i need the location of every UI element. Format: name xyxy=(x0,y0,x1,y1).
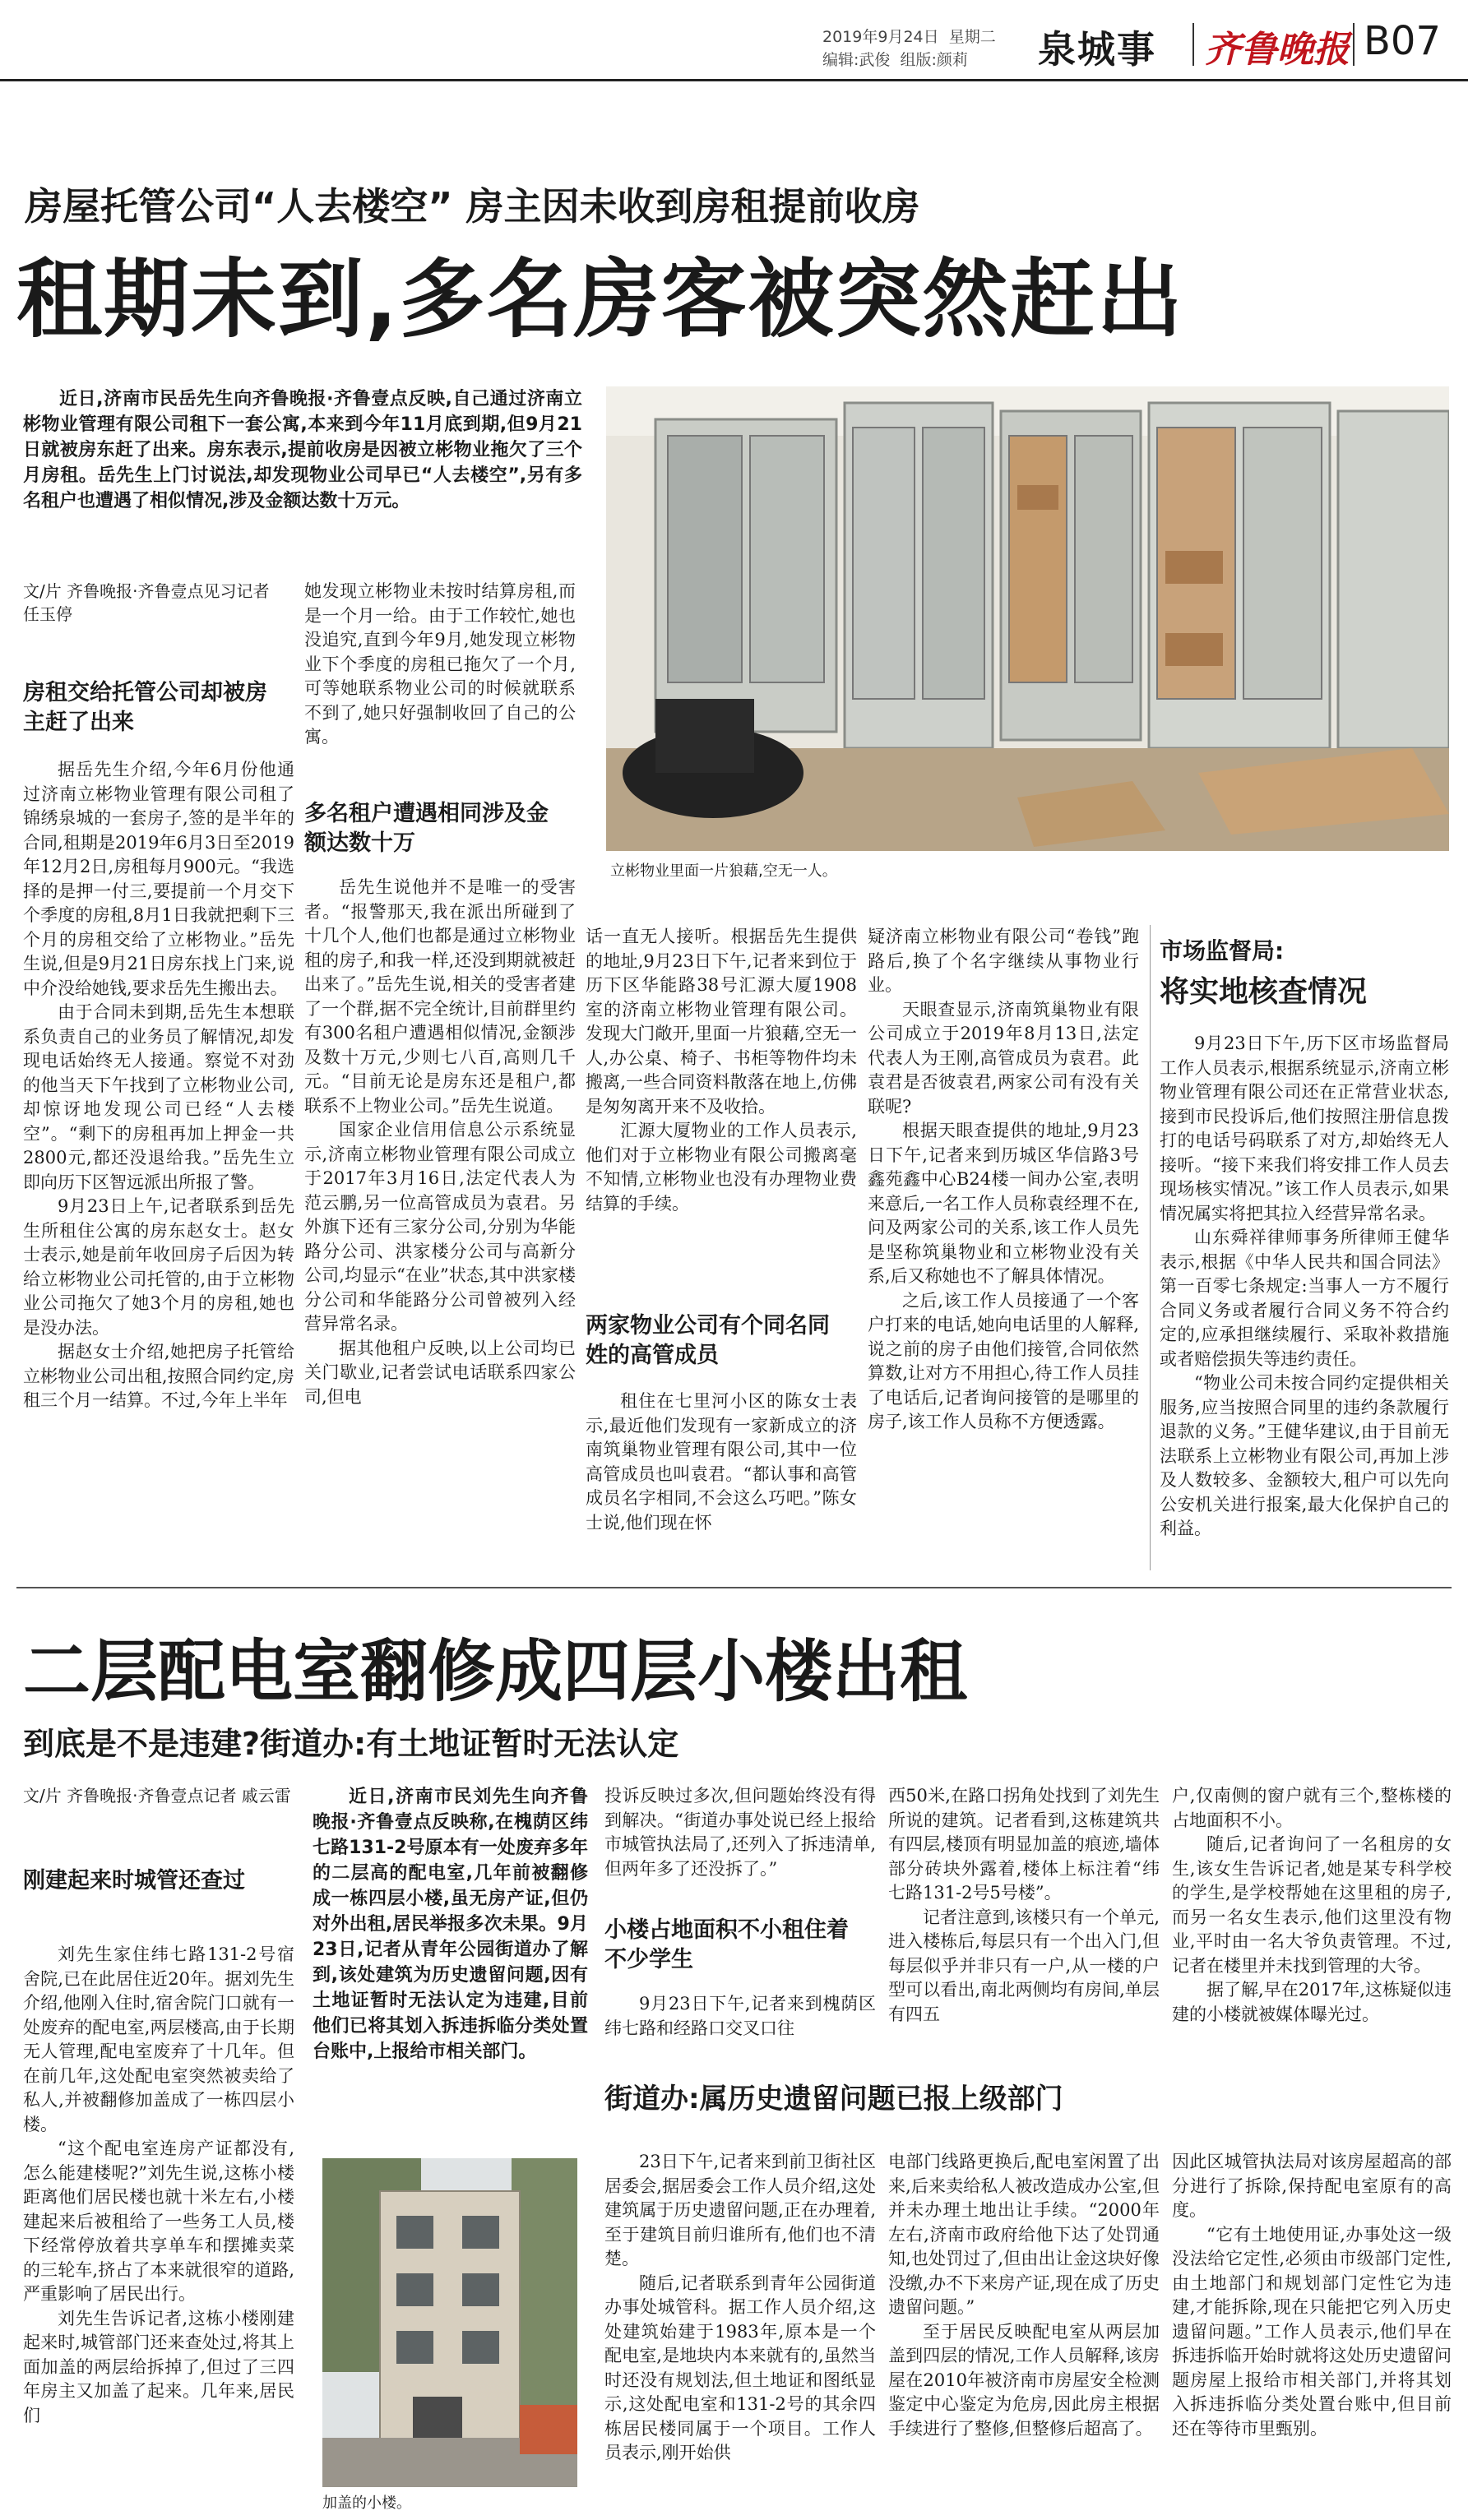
paragraph: 随后,记者询问了一名租房的女生,该女生告诉记者,她是某专科学校的学生,是学校帮她在这里租的房子,而另一名女生表示,他们这里没有物业,平时由一名大爷负责管理。不过,记者在楼里并未找到管理的大爷。 xyxy=(1172,1834,1452,1976)
article-divider xyxy=(16,1587,1452,1588)
sidebar-title: 将实地核查情况 xyxy=(1160,975,1368,1009)
paragraph: 据赵女士介绍,她把房子托管给立彬物业公司出租,按照合同约定,房租三个月一结算。不过,今年上半年 xyxy=(23,1342,294,1410)
section-title: 泉城事 xyxy=(1038,27,1156,72)
article1-col2b xyxy=(304,876,576,1570)
paragraph: 据了解,早在2017年,这栋疑似违建的小楼就被媒体曝光过。 xyxy=(1172,1980,1452,2024)
article2-headline: 二层配电室翻修成四层小楼出租 xyxy=(23,1633,968,1711)
paragraph: 23日下午,记者来到前卫街社区居委会,据居委会工作人员介绍,这处建筑属于历史遗留问题,正在办理着,至于建筑目前归谁所有,他们也不清楚。 xyxy=(604,2152,876,2268)
paragraph: 记者注意到,该楼只有一个单元,进入楼栋后,每层只有一个出入门,但每层似乎并非只有一户,从一楼的户型可以看出,南北两侧均有房间,单层有四五 xyxy=(888,1907,1160,2024)
article2-subtitle: 到底是不是违建?街道办:有土地证暂时无法认定 xyxy=(23,1726,679,1762)
date-line xyxy=(822,25,996,47)
editor-name: 编辑:武俊 xyxy=(822,51,891,69)
issue-weekday: 星期二 xyxy=(948,28,996,46)
article1-subhead-3: 两家物业公司有个同名同姓的高管成员 xyxy=(586,1313,830,1368)
article1-col3b xyxy=(586,1389,857,1570)
article2-col3b xyxy=(604,1992,876,2066)
divider-2 xyxy=(1353,23,1355,66)
paragraph: “物业公司未按合同约定提供相关服务,应当按照合同里的违约条款履行退款的义务。”王健华建议,由于目前无法联系上立彬物业有限公司,再加上涉及人数较多、金额较大,租户可以先向公安机关进行报案,最大化保护自己的利益。 xyxy=(1160,1373,1449,1538)
paragraph: 9月23日下午,历下区市场监督局工作人员表示,根据系统显示,济南立彬物业管理有限公司还在正常营业状态,接到市民投诉后,他们按照注册信息拨打的电话号码联系了对方,却始终无人接听。“接下来我们将安排工作人员去现场核实情况。”该工作人员表示,如果情况属实将把其拉入经营异常名录。 xyxy=(1160,1033,1449,1223)
layout-name: 组版:颜莉 xyxy=(900,51,968,69)
article2-col3a xyxy=(604,1784,876,1907)
paragraph: 刘先生家住纬七路131-2号宿舍院,已在此居住近20年。据刘先生介绍,他刚入住时,宿舍院门口就有一处废弃的配电室,两层楼高,由于长期无人管理,配电室废弃了十几年。但在前几年,这处配电室突然被卖给了私人,并被翻修加盖成了一栋四层小楼。 xyxy=(23,1944,294,2134)
article1-kicker: 房屋托管公司“人去楼空” 房主因未收到房租提前收房 xyxy=(25,184,920,229)
building-photo xyxy=(322,2158,577,2487)
article2-byline: 文/片 齐鲁晚报·齐鲁壹点记者 戚云雷 xyxy=(23,1786,291,1806)
editor-line xyxy=(822,48,968,70)
divider-1 xyxy=(1192,23,1194,66)
paragraph: 她发现立彬物业未按时结算房租,而是一个月一给。由于工作较忙,她也没追究,直到今年9月,她发现立彬物业下个季度的房租已拖欠了一个月,可等她联系物业公司的时候就联系不到了,她只好强制收回了自己的公寓。 xyxy=(304,581,576,747)
article1-col1 xyxy=(23,758,294,1570)
paragraph: 投诉反映过多次,但问题始终没有得到解决。“街道办事处说已经上报给市城管执法局了,还列入了拆违清单,但两年多了还没拆了。” xyxy=(604,1786,876,1879)
article2-subhead-1: 刚建起来时城管还查过 xyxy=(23,1868,245,1893)
article2-col5a xyxy=(1172,1784,1452,2068)
article2-subhead-3 xyxy=(604,2076,1063,2116)
article2-lead xyxy=(313,1784,588,2146)
masthead xyxy=(0,0,1468,79)
office-photo-image xyxy=(606,386,1449,851)
lead-text: 近日,济南市民刘先生向齐鲁晚报·齐鲁壹点反映称,在槐荫区纬七路131-2号原本有一处废弃多年的二层高的配电室,几年前被翻修成一栋四层小楼,虽无房产证,但仍对外出租,居民举报多次未果。9月23日,记者从青年公园街道办了解到,该处建筑为历史遗留问题,因有土地证暂时无法认定为违建,目前他们已将其划入拆违拆临分类处置台账中,上报给市相关部门。 xyxy=(313,1787,588,2062)
page-number: B07 xyxy=(1364,18,1442,64)
paragraph: 汇源大厦物业的工作人员表示,他们对于立彬物业有限公司搬离毫不知情,立彬物业也没有办理物业费结算的手续。 xyxy=(586,1121,857,1214)
article2-col1 xyxy=(23,1943,294,2510)
paragraph: 疑济南立彬物业有限公司“卷钱”跑路后,换了个名字继续从事物业行业。 xyxy=(868,927,1139,995)
paragraph: 山东舜祥律师事务所律师王健华表示,根据《中华人民共和国合同法》第一百零七条规定:当事人一方不履行合同义务或者履行合同义务不符合约定的,应承担继续履行、采取补救措施或者赔偿损失等违约责任。 xyxy=(1160,1228,1449,1369)
article1-headline: 租期未到,多名房客被突然赶出 xyxy=(16,249,1184,349)
sidebar-rule xyxy=(1150,925,1151,1570)
article2-col4c xyxy=(888,2150,1160,2512)
paragraph: “这个配电室连房产证都没有,怎么能建楼呢?”刘先生说,这栋小楼距离他们居民楼也就十米左右,小楼建起来后被租给了一些务工人员,楼下经常停放着共享单车和摆摊卖菜的三轮车,挤占了本来就很窄的道路,严重影响了居民出行。 xyxy=(23,2139,294,2304)
paragraph: 国家企业信用信息公示系统显示,济南立彬物业管理有限公司成立于2017年3月16日,法定代表人为范云鹏,另一位高管成员为袁君。另外旗下还有三家分公司,分别为华能路分公司、洪家楼分公司与高新分公司,均显示“在业”状态,其中洪家楼分公司和华能路分公司曾被列入经营异常名录。 xyxy=(304,1120,576,1334)
paragraph: 9月23日下午,记者来到槐荫区纬七路和经路口交叉口往 xyxy=(604,1994,876,2038)
article2-col3c xyxy=(604,2150,876,2512)
article1-subhead-1: 房租交给托管公司却被房主赶了出来 xyxy=(23,680,267,735)
paragraph: 话一直无人接听。根据岳先生提供的地址,9月23日下午,记者来到位于历下区华能路38号汇源大厦1908室的济南立彬物业管理有限公司。发现大门敞开,里面一片狼藉,空无一人,办公桌、椅子、书柜等物件均未搬离,一些合同资料散落在地上,仿佛是匆匆离开来不及收拾。 xyxy=(586,927,857,1117)
paragraph: 岳先生说他并不是唯一的受害者。“报警那天,我在派出所碰到了十几个人,他们也都是通过立彬物业租的房子,和我一样,还没到期就被赶出来了。”岳先生说,相关的受害者建了一个群,据不完全统计,目前群里约有300名租户遭遇相似情况,金额涉及数十万元,少则七八百,高则几千元。“目前无论是房东还是租户,都联系不上物业公司。”岳先生说道。 xyxy=(304,877,576,1116)
article2-subhead-2: 小楼占地面积不小租住着不少学生 xyxy=(604,1917,849,1972)
article1-byline: 文/片 齐鲁晚报·齐鲁壹点见习记者 任玉停 xyxy=(23,581,270,624)
article1-col2a xyxy=(304,580,576,785)
article1-lead xyxy=(23,386,582,514)
paragraph: 至于居民反映配电室从两层加盖到四层的情况,工作人员解释,该房屋在2010年被济南市房屋安全检测鉴定中心鉴定为危房,因此房主根据手续进行了整修,但整修后超高了。 xyxy=(888,2321,1160,2439)
article1-subhead-2: 多名租户遭遇相同涉及金额达数十万 xyxy=(304,801,549,856)
header-rule xyxy=(0,79,1468,81)
paragraph: 9月23日上午,记者联系到岳先生所租住公寓的房东赵女士。赵女士表示,她是前年收回房子后因为转给立彬物业公司托管的,由于立彬物业公司拖欠了她3个月的房租,她也是没办法。 xyxy=(23,1196,294,1338)
article2-col4a xyxy=(888,1784,1160,2068)
paragraph: 刘先生告诉记者,这栋小楼刚建起来时,城管部门还来查处过,将其上面加盖的两层给拆掉了,但过了三四年房主又加盖了起来。几年来,居民们 xyxy=(23,2308,294,2425)
paragraph: 户,仅南侧的窗户就有三个,整栋楼的占地面积不小。 xyxy=(1172,1786,1452,1830)
paragraph: 西50米,在路口拐角处找到了刘先生所说的建筑。记者看到,这栋建筑共有四层,楼顶有明显加盖的痕迹,墙体部分砖块外露着,楼体上标注着“纬七路131-2号5号楼”。 xyxy=(888,1786,1160,1903)
lead-text: 近日,济南市民岳先生向齐鲁晚报·齐鲁壹点反映,自己通过济南立彬物业管理有限公司租下一套公寓,本来到今年11月底到期,但9月21日就被房东赶了出来。房东表示,提前收房是因被立彬物业拖欠了三个月房租。岳先生上门讨说法,却发现物业公司早已“人去楼空”,另有多名租户也遭遇了相似情况,涉及金额达数十万元。 xyxy=(23,389,582,511)
paragraph: 随后,记者联系到青年公园街道办事处城管科。据工作人员介绍,这处建筑始建于1983年,原本是一个配电室,是地块内本来就有的,虽然当时还没有规划法,但土地证和图纸显示,这处配电室和131-2号的其余四栋居民楼同属于一个项目。工作人员表示,刚开始供 xyxy=(604,2273,876,2462)
paragraph: 根据天眼查提供的地址,9月23日下午,记者来到历城区华信路3号鑫苑鑫中心B24楼一间办公室,表明来意后,一名工作人员称袁经理不在,问及两家公司的关系,该工作人员先是坚称筑巢物业和立彬物业没有关系,后又称她也不了解具体情况。 xyxy=(868,1121,1139,1286)
paragraph: 租住在七里河小区的陈女士表示,最近他们发现有一家新成立的济南筑巢物业管理有限公司,其中一位高管成员也叫袁君。“都认事和高管成员名字相同,不会这么巧吧。”陈女士说,他们现在怀 xyxy=(586,1391,857,1533)
article1-col3 xyxy=(586,925,857,1307)
paragraph: 由于合同未到期,岳先生本想联系负责自己的业务员了解情况,却发现电话始终无人接通。察觉不对劲的他当天下午找到了立彬物业公司,却惊讶地发现公司已经“人去楼空”。“剩下的房租再加上押金一共2800元,都还没退给我。”岳先生立即向历下区智远派出所报了警。 xyxy=(23,1002,294,1192)
newspaper-logo: 齐鲁晚报 xyxy=(1205,29,1350,71)
article2-col5c xyxy=(1172,2150,1452,2512)
issue-date: 2019年9月24日 xyxy=(822,28,939,46)
building-photo-image xyxy=(322,2158,577,2487)
paragraph: 电部门线路更换后,配电室闲置了出来,后来卖给私人被改造成办公室,但并未办理土地出让手续。“2000年左右,济南市政府给他下达了处罚通知,也处罚过了,但由出让金这块好像没缴,办不下来房产证,现在成了历史遗留问题。” xyxy=(888,2152,1160,2317)
office-photo xyxy=(606,386,1449,851)
sidebar-label: 市场监督局: xyxy=(1160,937,1285,964)
building-photo-caption: 加盖的小楼。 xyxy=(322,2495,411,2512)
office-photo-caption: 立彬物业里面一片狼藉,空无一人。 xyxy=(610,862,837,880)
paragraph: 据其他租户反映,以上公司均已关门歇业,记者尝试电话联系四家公司,但电 xyxy=(304,1338,576,1407)
paragraph: 天眼查显示,济南筑巢物业有限公司成立于2019年8月13日,法定代表人为王刚,高管成员为袁君。此袁君是否彼袁君,两家公司有没有关联呢? xyxy=(868,999,1139,1117)
sidebar-body xyxy=(1160,1032,1449,1570)
paragraph: 据岳先生介绍,今年6月份他通过济南立彬物业管理有限公司租了锦绣泉城的一套房子,签的是半年的合同,租期是2019年6月3日至2019年12月2日,房租每月900元。“我选择的是押一付三,要提前一个月交下个季度的房租,8月1日我就把剩下三个月的房租交给了立彬物业。”岳先生说,但是9月21日房东找上门来,说中介没给她钱,要求岳先生搬出去。 xyxy=(23,760,294,998)
subhead-text: 属历史遗留问题已报上级部门 xyxy=(699,2083,1063,2115)
paragraph: 因此区城管执法局对该房屋超高的部分进行了拆除,保持配电室原有的高度。 xyxy=(1172,2152,1452,2220)
paragraph: 之后,该工作人员接通了一个客户打来的电话,她向电话里的人解释,说之前的房子由他们接管,合同依然算数,让对方不用担心,待工作人员挂了电话后,记者询问接管的是哪里的房子,该工作人员称不方便透露。 xyxy=(868,1290,1139,1431)
subhead-label: 街道办: xyxy=(604,2083,700,2115)
paragraph: “它有土地使用证,办事处这一级没法给它定性,必须由市级部门定性,由土地部门和规划部门定性它为违建,才能拆除,现在只能把它列入历史遗留问题。”工作人员表示,他们早在拆违拆临开始时就将这处历史遗留问题房屋上报给市相关部门,并将其划入拆违拆临分类处置台账中,但目前还在等待市里甄别。 xyxy=(1172,2224,1452,2439)
article1-col4 xyxy=(868,925,1139,1570)
